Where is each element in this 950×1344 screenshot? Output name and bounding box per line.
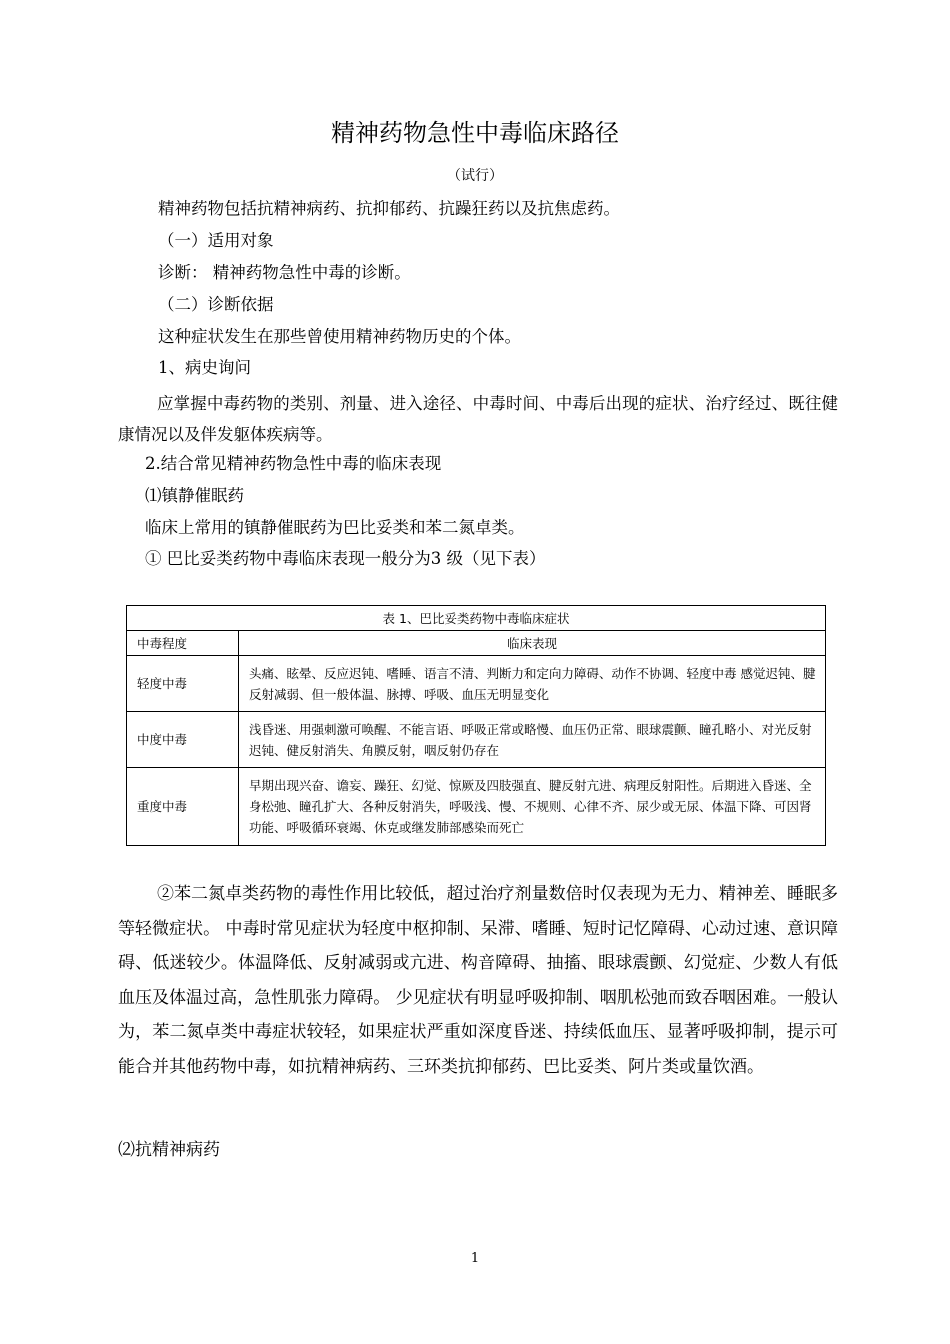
page-number: 1 [470,1251,480,1266]
table-caption: 表 1、巴比妥类药物中毒临床症状 [127,606,826,631]
benzodiazepine-paragraph: ②苯二氮卓类药物的毒性作用比较低，超过治疗剂量数倍时仅表现为无力、精神差、睡眠多等轻微症状。 中毒时常见症状为轻度中枢抑制、呆滞、嗜睡、短时记忆障碍、心动过速、意识障碍、低迷较少。体温降低、反射减弱或亢进、构音障碍、抽搐、眼球震颤、幻觉症、少数人有低血压及体温过高，急性肌张力障碍。 少见症状有明显呼吸抑制、咽肌松弛而致吞咽困难。一般认为，苯二氮卓类中毒症状较轻，如果症状严重如深度昏迷、持续低血压、显著呼吸抑制，提示可能合并其他药物中毒，如抗精神病药、三环类抗抑郁药、巴比妥类、阿片类或量饮酒。 [118,884,838,1077]
table-cell-level: 轻度中毒 [127,656,239,712]
table-row [127,656,826,712]
heading-history: 1、病史询问 [158,358,251,377]
table-header-level: 中毒程度 [127,631,239,656]
subheading-sedatives: ⑴镇静催眠药 [145,486,244,505]
heading-clinical: 2.结合常见精神药物急性中毒的临床表现 [145,454,442,473]
barbiturate-table [126,605,826,846]
table-cell-desc: 浅昏迷、用强刺激可唤醒、不能言语、呼吸正常或略慢、血压仍正常、眼球震颤、瞳孔略小、对光反射迟钝、健反射消失、角膜反射，咽反射仍存在 [239,712,826,768]
sedatives-text: 临床上常用的镇静催眠药为巴比妥类和苯二氮卓类。 [145,518,525,537]
table-cell-desc: 早期出现兴奋、谵妄、躁狂、幻觉、惊厥及四肢强直、腱反射亢进、病理反射阳性。后期进入昏迷、全身松弛、瞳孔扩大、各种反射消失，呼吸浅、慢、不规则、心律不齐、尿少或无尿、体温下降、可因肾功能、呼吸循环衰竭、休克或继发肺部感染而死亡 [239,768,826,846]
history-paragraph: 应掌握中毒药物的类别、剂量、进入途径、中毒时间、中毒后出现的症状、治疗经过、既往健康情况以及伴发躯体疾病等。 [118,394,838,444]
document-title: 精神药物急性中毒临床路径 [331,119,619,147]
table-cell-desc: 头痛、眩晕、反应迟钝、嗜睡、语言不清、判断力和定向力障碍、动作不协调、轻度中毒 感觉迟钝、腱反射减弱、但一般体温、脉搏、呼吸、血压无明显变化 [239,656,826,712]
table-cell-level: 重度中毒 [127,768,239,846]
document-subtitle: （试行） [447,168,503,184]
diagnosis-line: 诊断： 精神药物急性中毒的诊断。 [158,263,411,282]
item-barbiturate: ① 巴比妥类药物中毒临床表现一般分为3 级（见下表） [145,549,546,568]
subheading-antipsychotics: ⑵抗精神病药 [118,1140,220,1160]
section-heading-scope: （一）适用对象 [158,231,274,250]
basis-text: 这种症状发生在那些曾使用精神药物历史的个体。 [158,327,521,346]
section-heading-basis: （二）诊断依据 [158,295,274,314]
table-header-symptoms: 临床表现 [239,631,826,656]
table-row [127,768,826,846]
intro-line: 精神药物包括抗精神病药、抗抑郁药、抗躁狂药以及抗焦虑药。 [158,199,620,218]
table-cell-level: 中度中毒 [127,712,239,768]
table-row [127,712,826,768]
